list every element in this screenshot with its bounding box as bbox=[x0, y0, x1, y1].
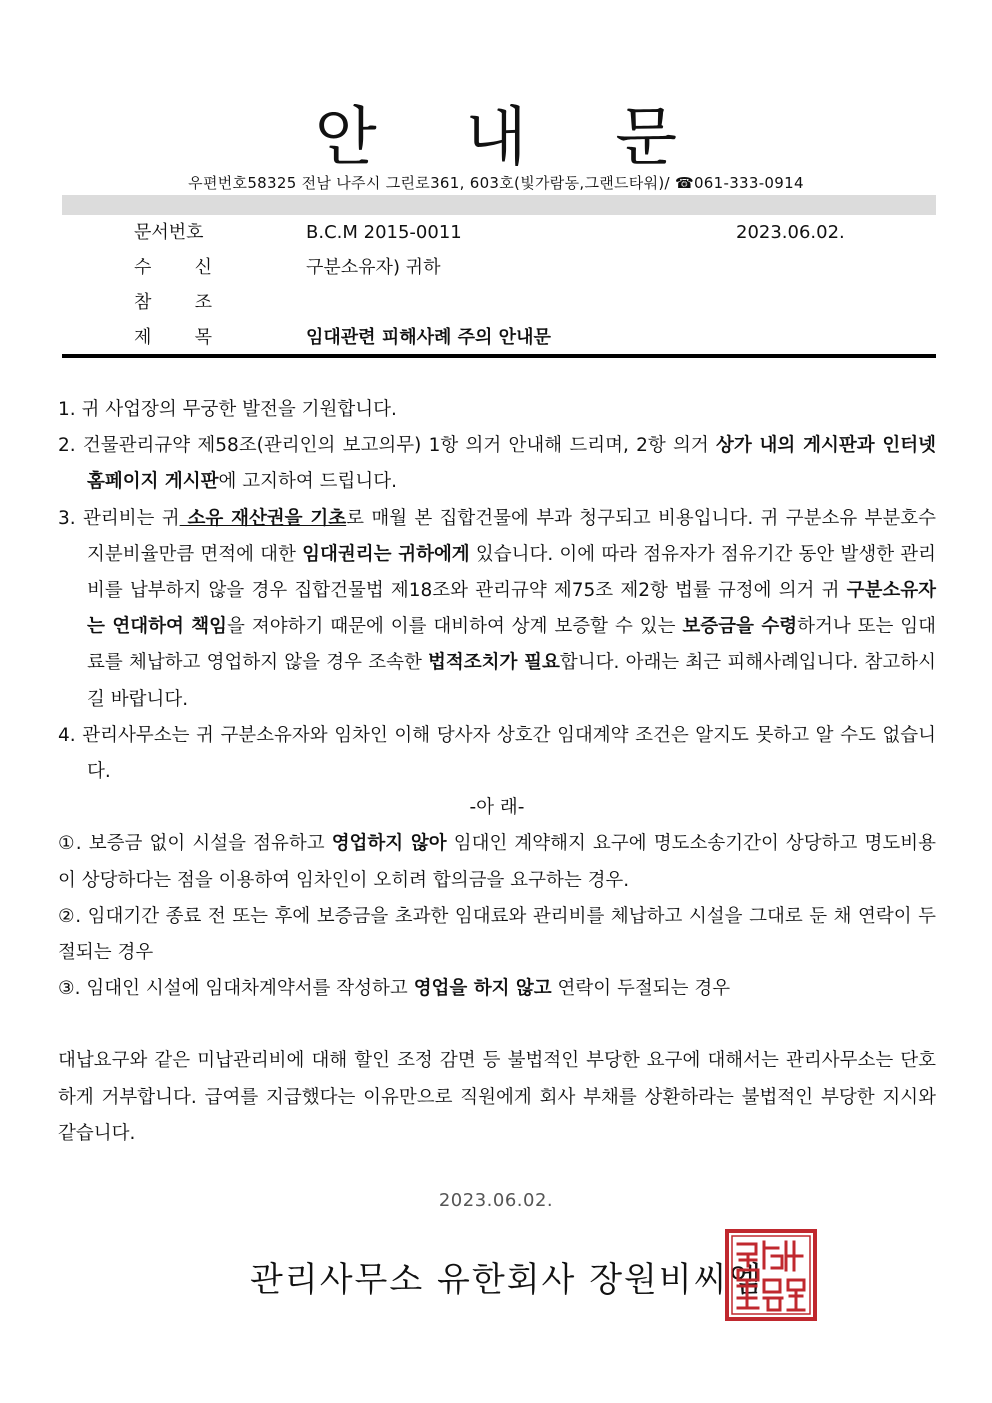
closing-text: 대납요구와 같은 미납관리비에 대해 할인 조정 감면 등 불법적인 부당한 요구에 대해서는 관리사무소는 단호하게 거부합니다. 급여를 지급했다는 이유만으로 직원에게 회사 부채를 상환하라는 불법적인 부당한 지시와 같습니다. bbox=[58, 1050, 936, 1144]
case-3 bbox=[58, 971, 936, 1007]
document-body bbox=[58, 392, 936, 1152]
header-divider-bar bbox=[62, 195, 936, 215]
paragraph-3-text-a: 3. 관리비는 귀 bbox=[58, 507, 180, 529]
case-2-text: ②. 임대기간 종료 전 또는 후에 보증금을 초과한 임대료와 관리비를 체납하고 시설을 그대로 둔 채 연락이 두절되는 경우 bbox=[58, 905, 936, 964]
recipient-label-char-1: 수 bbox=[134, 257, 152, 278]
paragraph-4 bbox=[58, 718, 936, 790]
company-seal-stamp bbox=[724, 1228, 818, 1322]
paragraph-3-underlined: 소유 재산권을 기초 bbox=[179, 507, 347, 529]
sender-address: 우편번호58325 전남 나주시 그린로361, 603호(빛가람동,그랜드타워)/ ☎061-333-0914 bbox=[188, 174, 804, 192]
subject-label bbox=[134, 323, 212, 353]
ref-label-char-2: 조 bbox=[194, 292, 212, 313]
recipient-label bbox=[134, 253, 212, 283]
paragraph-3-bold-d: 임대권리는 귀하에게 bbox=[302, 543, 470, 565]
doc-no-value: B.C.M 2015-0011 bbox=[306, 222, 462, 243]
header-row-subject bbox=[0, 323, 992, 353]
doc-no-label: 문서번호 bbox=[134, 222, 204, 243]
case-3-text-a: ③. 임대인 시설에 임대차계약서를 작성하고 bbox=[58, 978, 414, 1000]
footer-date: 2023.06.02. bbox=[438, 1190, 554, 1211]
ref-label bbox=[134, 288, 212, 318]
paragraph-3 bbox=[58, 501, 936, 718]
ref-label-char-1: 참 bbox=[134, 292, 152, 313]
paragraph-3-text-k: 합니다. 아래는 최근 피해사례입니다. 참고하시길 바랍니다. bbox=[87, 652, 936, 710]
subject-label-char-1: 제 bbox=[134, 327, 152, 348]
below-heading: -아 래- bbox=[469, 797, 525, 819]
paragraph-3-text-e: 있습니다. 이에 따라 점유자가 점유기간 동안 발생한 관리비를 납부하지 않을 경우 집합건물법 제18조와 관리규약 제75조 제2항 법률 규정에 의거 귀 bbox=[87, 543, 936, 602]
case-1 bbox=[58, 826, 936, 898]
signer-name: 관리사무소 유한회사 장원비씨엠 bbox=[250, 1260, 764, 1300]
doc-date: 2023.06.02. bbox=[736, 222, 845, 243]
paragraph-3-bold-f: 구분소유자는 연대하여 책임 bbox=[87, 580, 936, 638]
header-row-recipient bbox=[0, 253, 992, 283]
case-1-text-a: ①. 보증금 없이 시설을 점유하고 bbox=[58, 833, 332, 855]
subject-value: 임대관련 피해사례 주의 안내문 bbox=[306, 327, 551, 348]
paragraph-4-text: 4. 관리사무소는 귀 구분소유자와 임차인 이해 당사자 상호간 임대계약 조건은 알지도 못하고 알 수도 없습니다. bbox=[58, 724, 936, 783]
paragraph-2-bold: 상가 내의 게시판과 인터넷 홈페이지 게시판 bbox=[87, 435, 937, 493]
case-1-bold: 영업하지 않아 bbox=[331, 833, 447, 855]
recipient-value: 구분소유자) 귀하 bbox=[306, 257, 441, 278]
paragraph-2-text-a: 2. 건물관리규약 제58조(관리인의 보고의무) 1항 의거 안내해 드리며, 2항 의거 bbox=[58, 435, 716, 457]
subject-label-char-2: 목 bbox=[194, 327, 212, 348]
paragraph-3-bold-h: 보증금을 수령 bbox=[682, 616, 798, 638]
document-title: 안 내 문 bbox=[314, 101, 712, 175]
paragraph-1-text: 1. 귀 사업장의 무궁한 발전을 기원합니다. bbox=[58, 399, 397, 420]
header-row-doc-no bbox=[0, 218, 992, 248]
paragraph-3-bold-j: 법적조치가 필요 bbox=[428, 652, 560, 674]
recipient-label-char-2: 신 bbox=[194, 257, 212, 278]
header-row-ref bbox=[0, 288, 992, 318]
seal-glyphs bbox=[738, 1242, 804, 1310]
paragraph-3-text-g: 을 져야하기 때문에 이를 대비하여 상계 보증할 수 있는 bbox=[227, 616, 683, 638]
case-2 bbox=[58, 899, 936, 971]
case-1-text-c: 임대인 계약해지 요구에 명도소송기간이 상당하고 명도비용이 상당하다는 점을 이용하여 임차인이 오히려 합의금을 요구하는 경우. bbox=[58, 833, 937, 891]
paragraph-3-text-i: 하거나 또는 임대료를 체납하고 영업하지 않을 경우 조속한 bbox=[87, 616, 937, 674]
paragraph-1 bbox=[58, 392, 936, 428]
paragraph-3-text-c: 로 매월 본 집합건물에 부과 청구되고 비용입니다. 귀 구분소유 부분호수 지분비율만큼 면적에 대한 bbox=[87, 507, 936, 565]
header-bottom-rule bbox=[62, 354, 936, 358]
paragraph-2-text-c: 에 고지하여 드립니다. bbox=[218, 471, 398, 493]
paragraph-2 bbox=[58, 428, 936, 500]
closing-paragraph bbox=[58, 1043, 936, 1152]
case-3-text-c: 연락이 두절되는 경우 bbox=[551, 978, 731, 1000]
case-3-bold: 영업을 하지 않고 bbox=[413, 978, 552, 1000]
